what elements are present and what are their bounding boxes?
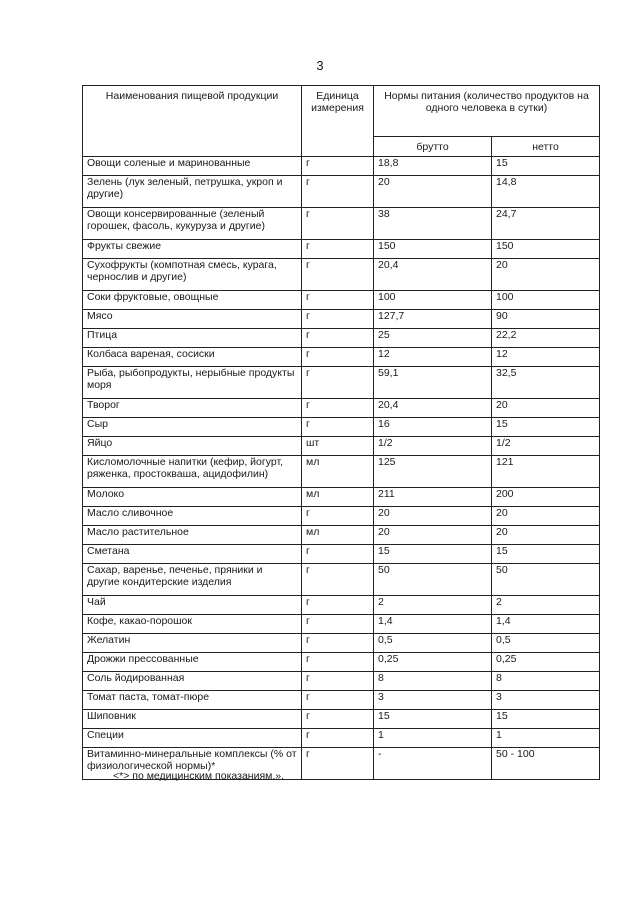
cell-unit: г [302, 634, 374, 653]
cell-product-name: Кофе, какао-порошок [83, 615, 302, 634]
cell-unit: г [302, 507, 374, 526]
header-unit: Единица измерения [302, 86, 374, 157]
nutrition-norms-table [82, 85, 600, 780]
cell-net: 15 [492, 157, 600, 176]
cell-gross: 16 [374, 418, 492, 437]
cell-gross: 100 [374, 291, 492, 310]
cell-product-name: Овощи консервированные (зеленый горошек, фасоль, кукуруза и другие) [83, 208, 302, 240]
cell-net: 90 [492, 310, 600, 329]
cell-gross: 2 [374, 596, 492, 615]
cell-product-name: Витаминно-минеральные комплексы (% от физиологической нормы)* [83, 748, 302, 780]
cell-unit: г [302, 596, 374, 615]
cell-gross: 127,7 [374, 310, 492, 329]
cell-gross: 20,4 [374, 399, 492, 418]
cell-net: 1,4 [492, 615, 600, 634]
cell-unit: мл [302, 456, 374, 488]
cell-net: 20 [492, 526, 600, 545]
cell-net: 3 [492, 691, 600, 710]
cell-product-name: Зелень (лук зеленый, петрушка, укроп и другие) [83, 176, 302, 208]
cell-net: 150 [492, 240, 600, 259]
cell-unit: г [302, 367, 374, 399]
cell-net: 32,5 [492, 367, 600, 399]
cell-product-name: Масло сливочное [83, 507, 302, 526]
cell-net: 0,25 [492, 653, 600, 672]
cell-unit: г [302, 329, 374, 348]
cell-unit: г [302, 729, 374, 748]
cell-product-name: Шиповник [83, 710, 302, 729]
cell-gross: 0,5 [374, 634, 492, 653]
cell-net: 8 [492, 672, 600, 691]
table-row [83, 348, 600, 367]
cell-product-name: Овощи соленые и маринованные [83, 157, 302, 176]
cell-gross: 59,1 [374, 367, 492, 399]
cell-unit: г [302, 748, 374, 780]
cell-gross: 20 [374, 507, 492, 526]
cell-product-name: Томат паста, томат-пюре [83, 691, 302, 710]
table-row [83, 653, 600, 672]
cell-gross: 18,8 [374, 157, 492, 176]
cell-net: 50 [492, 564, 600, 596]
cell-product-name: Яйцо [83, 437, 302, 456]
cell-net: 12 [492, 348, 600, 367]
cell-net: 15 [492, 418, 600, 437]
cell-gross: 50 [374, 564, 492, 596]
cell-product-name: Сахар, варенье, печенье, пряники и другие кондитерские изделия [83, 564, 302, 596]
table-row [83, 526, 600, 545]
cell-product-name: Рыба, рыбопродукты, нерыбные продукты моря [83, 367, 302, 399]
cell-product-name: Колбаса вареная, сосиски [83, 348, 302, 367]
cell-unit: г [302, 672, 374, 691]
cell-product-name: Дрожжи прессованные [83, 653, 302, 672]
cell-unit: г [302, 157, 374, 176]
cell-unit: г [302, 653, 374, 672]
cell-unit: г [302, 564, 374, 596]
cell-product-name: Сухофрукты (компотная смесь, курага, чернослив и другие) [83, 259, 302, 291]
cell-gross: 20 [374, 176, 492, 208]
cell-product-name: Сметана [83, 545, 302, 564]
table-row [83, 176, 600, 208]
cell-unit: г [302, 176, 374, 208]
table-row [83, 399, 600, 418]
cell-net: 20 [492, 507, 600, 526]
cell-gross: 8 [374, 672, 492, 691]
cell-net: 1/2 [492, 437, 600, 456]
table-row [83, 240, 600, 259]
cell-gross: - [374, 748, 492, 780]
cell-gross: 38 [374, 208, 492, 240]
table-row [83, 418, 600, 437]
cell-net: 50 - 100 [492, 748, 600, 780]
cell-product-name: Желатин [83, 634, 302, 653]
cell-product-name: Масло растительное [83, 526, 302, 545]
cell-unit: г [302, 259, 374, 291]
header-norms: Нормы питания (количество продуктов на одного человека в сутки) [374, 86, 600, 137]
table-row [83, 615, 600, 634]
cell-net: 14,8 [492, 176, 600, 208]
table-row [83, 488, 600, 507]
cell-net: 121 [492, 456, 600, 488]
table-row [83, 634, 600, 653]
cell-gross: 25 [374, 329, 492, 348]
cell-unit: мл [302, 526, 374, 545]
table-row [83, 507, 600, 526]
cell-gross: 12 [374, 348, 492, 367]
cell-net: 200 [492, 488, 600, 507]
cell-unit: г [302, 208, 374, 240]
table-row [83, 157, 600, 176]
cell-gross: 15 [374, 545, 492, 564]
cell-net: 2 [492, 596, 600, 615]
cell-unit: г [302, 399, 374, 418]
cell-gross: 1/2 [374, 437, 492, 456]
cell-gross: 15 [374, 710, 492, 729]
table-row [83, 456, 600, 488]
cell-unit: г [302, 615, 374, 634]
cell-product-name: Кисломолочные напитки (кефир, йогурт, ряженка, простокваша, ацидофилин) [83, 456, 302, 488]
cell-product-name: Специи [83, 729, 302, 748]
cell-gross: 3 [374, 691, 492, 710]
cell-net: 0,5 [492, 634, 600, 653]
cell-unit: г [302, 348, 374, 367]
footnote: <*> по медицинским показаниям.». [113, 770, 285, 782]
cell-net: 100 [492, 291, 600, 310]
table-row [83, 259, 600, 291]
cell-product-name: Молоко [83, 488, 302, 507]
cell-net: 20 [492, 399, 600, 418]
table-row [83, 310, 600, 329]
table-row [83, 672, 600, 691]
cell-product-name: Фрукты свежие [83, 240, 302, 259]
cell-unit: г [302, 418, 374, 437]
cell-product-name: Творог [83, 399, 302, 418]
cell-net: 22,2 [492, 329, 600, 348]
cell-product-name: Соль йодированная [83, 672, 302, 691]
cell-unit: г [302, 710, 374, 729]
header-product: Наименования пищевой продукции [83, 86, 302, 157]
cell-product-name: Соки фруктовые, овощные [83, 291, 302, 310]
cell-unit: г [302, 691, 374, 710]
cell-unit: мл [302, 488, 374, 507]
page-number: 3 [316, 58, 324, 73]
cell-unit: г [302, 310, 374, 329]
cell-net: 15 [492, 545, 600, 564]
cell-product-name: Сыр [83, 418, 302, 437]
cell-net: 20 [492, 259, 600, 291]
cell-net: 15 [492, 710, 600, 729]
table-row [83, 208, 600, 240]
cell-gross: 150 [374, 240, 492, 259]
cell-unit: г [302, 291, 374, 310]
cell-net: 24,7 [492, 208, 600, 240]
cell-unit: шт [302, 437, 374, 456]
table-row [83, 596, 600, 615]
cell-gross: 20,4 [374, 259, 492, 291]
header-gross: брутто [374, 137, 492, 157]
cell-gross: 20 [374, 526, 492, 545]
cell-gross: 211 [374, 488, 492, 507]
cell-gross: 125 [374, 456, 492, 488]
table-row [83, 329, 600, 348]
cell-gross: 1,4 [374, 615, 492, 634]
header-net: нетто [492, 137, 600, 157]
table-row [83, 437, 600, 456]
cell-gross: 1 [374, 729, 492, 748]
cell-unit: г [302, 545, 374, 564]
cell-product-name: Мясо [83, 310, 302, 329]
cell-net: 1 [492, 729, 600, 748]
table-body [83, 157, 600, 780]
table-row [83, 710, 600, 729]
cell-product-name: Чай [83, 596, 302, 615]
cell-product-name: Птица [83, 329, 302, 348]
cell-gross: 0,25 [374, 653, 492, 672]
table-row [83, 691, 600, 710]
table-row [83, 729, 600, 748]
table-row [83, 545, 600, 564]
table-row [83, 564, 600, 596]
table-row [83, 291, 600, 310]
cell-unit: г [302, 240, 374, 259]
table-row [83, 367, 600, 399]
